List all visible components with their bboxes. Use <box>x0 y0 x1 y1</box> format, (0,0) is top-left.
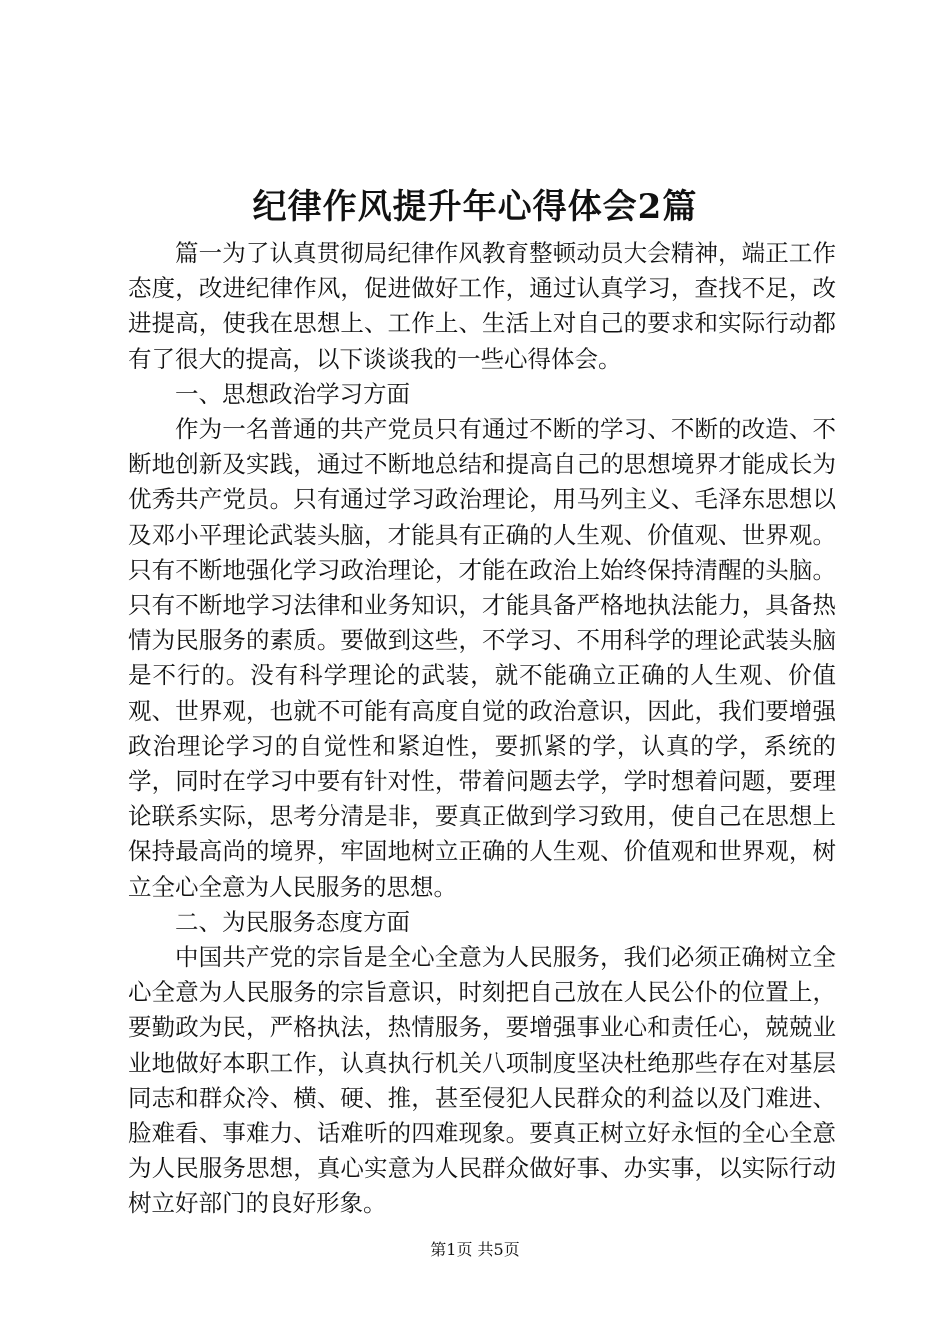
paragraph-intro: 篇一为了认真贯彻局纪律作风教育整顿动员大会精神，端正工作态度，改进纪律作风，促进做好工作，通过认真学习，查找不足，改进提高，使我在思想上、工作上、生活上对自己的要求和实际行动都有了很大的提高，以下谈谈我的一些心得体会。 <box>128 239 836 373</box>
section-heading-2: 二、为民服务态度方面 <box>175 907 410 936</box>
section-heading-1: 一、思想政治学习方面 <box>175 379 410 408</box>
document-body <box>128 236 836 1222</box>
document-title: 纪律作风提升年心得体会2篇 <box>252 187 698 227</box>
paragraph-service-attitude: 中国共产党的宗旨是全心全意为人民服务，我们必须正确树立全心全意为人民服务的宗旨意识，时刻把自己放在人民公仆的位置上，要勤政为民，严格执法，热情服务，要增强事业心和责任心，兢兢业业地做好本职工作，认真执行机关八项制度坚决杜绝那些存在对基层同志和群众冷、横、硬、推，甚至侵犯人民群众的利益以及门难进、脸难看、事难力、话难听的四难现象。要真正树立好永恒的全心全意为人民服务思想，真心实意为人民群众做好事、办实事，以实际行动树立好部门的良好形象。 <box>128 943 836 1218</box>
page-footer: 第1页 共5页 <box>430 1240 520 1259</box>
paragraph-political-study: 作为一名普通的共产党员只有通过不断的学习、不断的改造、不断地创新及实践，通过不断地总结和提高自己的思想境界才能成长为优秀共产党员。只有通过学习政治理论，用马列主义、毛泽东思想以及邓小平理论武装头脑，才能具有正确的人生观、价值观、世界观。只有不断地强化学习政治理论，才能在政治上始终保持清醒的头脑。只有不断地学习法律和业务知识，才能具备严格地执法能力，具备热情为民服务的素质。要做到这些，不学习、不用科学的理论武装头脑是不行的。没有科学理论的武装，就不能确立正确的人生观、价值观、世界观，也就不可能有高度自觉的政治意识，因此，我们要增强政治理论学习的自觉性和紧迫性，要抓紧的学，认真的学，系统的学，同时在学习中要有针对性，带着问题去学，学时想着问题，要理论联系实际，思考分清是非，要真正做到学习致用，使自己在思想上保持最高尚的境界，牢固地树立正确的人生观、价值观和世界观，树立全心全意为人民服务的思想。 <box>128 415 836 901</box>
